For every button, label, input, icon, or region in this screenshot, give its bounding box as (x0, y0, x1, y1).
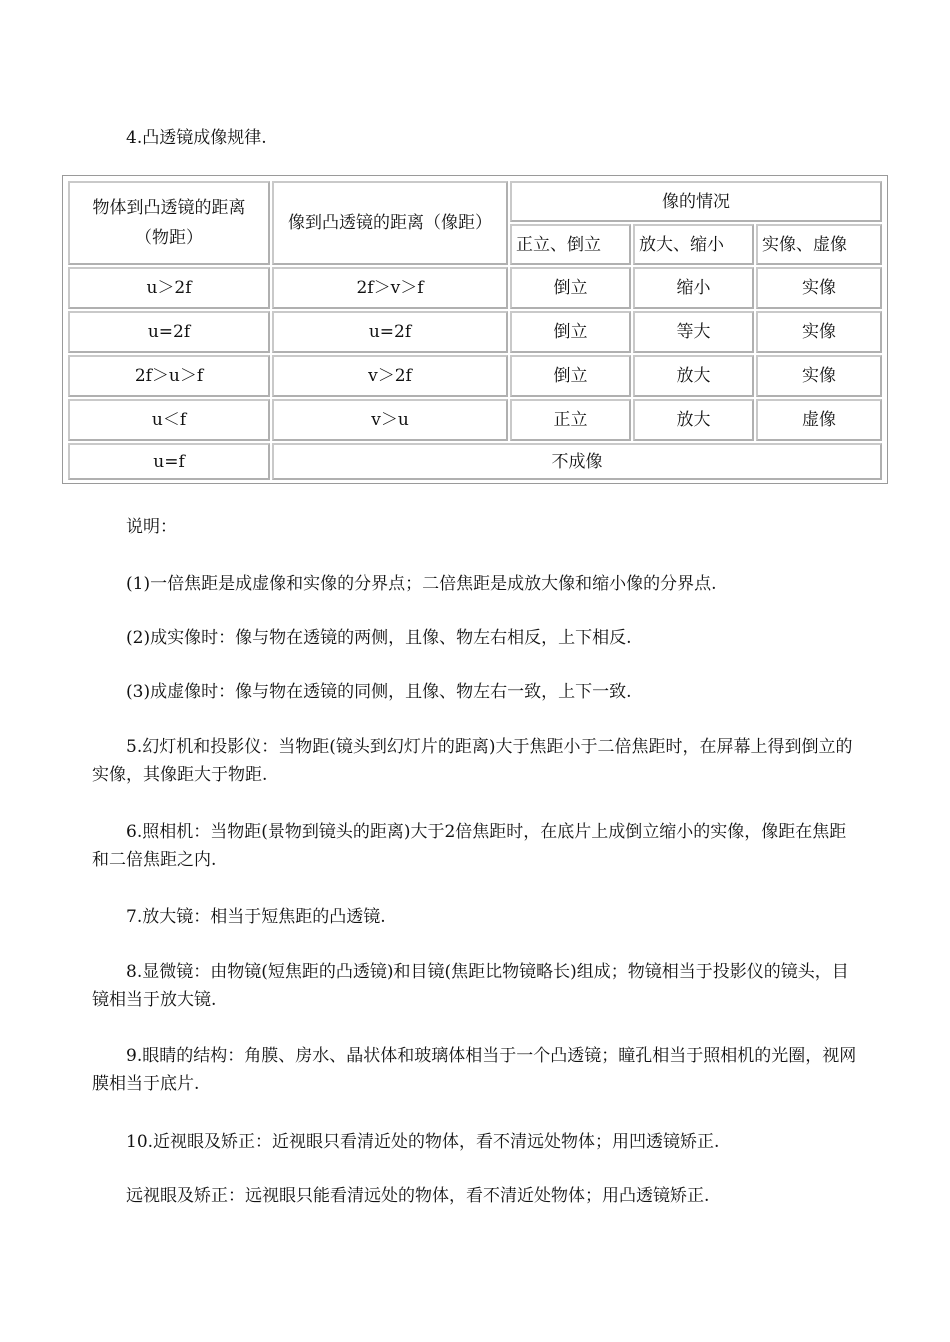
item-10-myopia: 10.近视眼及矫正：近视眼只看清近处的物体，看不清远处物体；用凹透镜矫正. (126, 1132, 720, 1152)
header-image-situation: 像的情况 (510, 181, 882, 222)
row-4-object-distance: u＜f (68, 399, 270, 441)
note-1: (1)一倍焦距是成虚像和实像的分界点；二倍焦距是成放大像和缩小像的分界点. (126, 574, 717, 594)
item-9-eye-structure: 9.眼睛的结构：角膜、房水、晶状体和玻璃体相当于一个凸透镜；瞳孔相当于照相机的光圈，视网膜相当于底片. (92, 1046, 857, 1094)
item-11-hyperopia: 远视眼及矫正：远视眼只能看清远处的物体，看不清近处物体；用凸透镜矫正. (126, 1186, 710, 1206)
row-2-object-distance: u=2f (68, 311, 270, 353)
item-7-magnifier: 7.放大镜：相当于短焦距的凸透镜. (126, 907, 386, 927)
row-4-size: 放大 (633, 399, 754, 441)
item-6-camera: 6.照相机：当物距(景物到镜头的距离)大于2倍焦距时，在底片上成倒立缩小的实像，像距在焦距和二倍焦距之内. (92, 822, 847, 870)
row-5-object-distance: u=f (68, 443, 270, 480)
lens-imaging-table (62, 175, 888, 484)
item-5-projector: 5.幻灯机和投影仪：当物距(镜头到幻灯片的距离)大于焦距小于二倍焦距时，在屏幕上得到倒立的实像，其像距大于物距. (92, 737, 853, 785)
row-5-result: 不成像 (272, 443, 882, 480)
item-8-microscope: 8.显微镜：由物镜(短焦距的凸透镜)和目镜(焦距比物镜略长)组成；物镜相当于投影仪的镜头，目镜相当于放大镜. (92, 962, 849, 1010)
row-4-type: 虚像 (756, 399, 882, 441)
row-3-image-distance: v＞2f (272, 355, 508, 397)
section-heading: 4.凸透镜成像规律. (126, 128, 267, 148)
notes-title: 说明： (126, 517, 177, 537)
row-3-object-distance: 2f＞u＞f (68, 355, 270, 397)
row-1-image-distance: 2f＞v＞f (272, 267, 508, 309)
header-object-distance: 物体到凸透镜的距离（物距） (68, 181, 270, 265)
header-type: 实像、虚像 (756, 224, 882, 265)
row-4-orientation: 正立 (510, 399, 631, 441)
row-3-orientation: 倒立 (510, 355, 631, 397)
row-1-orientation: 倒立 (510, 267, 631, 309)
row-2-type: 实像 (756, 311, 882, 353)
row-2-size: 等大 (633, 311, 754, 353)
row-3-size: 放大 (633, 355, 754, 397)
header-size: 放大、缩小 (633, 224, 754, 265)
row-1-object-distance: u＞2f (68, 267, 270, 309)
row-2-orientation: 倒立 (510, 311, 631, 353)
row-1-size: 缩小 (633, 267, 754, 309)
note-3: (3)成虚像时：像与物在透镜的同侧，且像、物左右一致，上下一致. (126, 682, 632, 702)
row-1-type: 实像 (756, 267, 882, 309)
row-4-image-distance: v＞u (272, 399, 508, 441)
row-2-image-distance: u=2f (272, 311, 508, 353)
note-2: (2)成实像时：像与物在透镜的两侧，且像、物左右相反，上下相反. (126, 628, 632, 648)
row-3-type: 实像 (756, 355, 882, 397)
header-orientation: 正立、倒立 (510, 224, 631, 265)
header-image-distance: 像到凸透镜的距离（像距） (272, 181, 508, 265)
